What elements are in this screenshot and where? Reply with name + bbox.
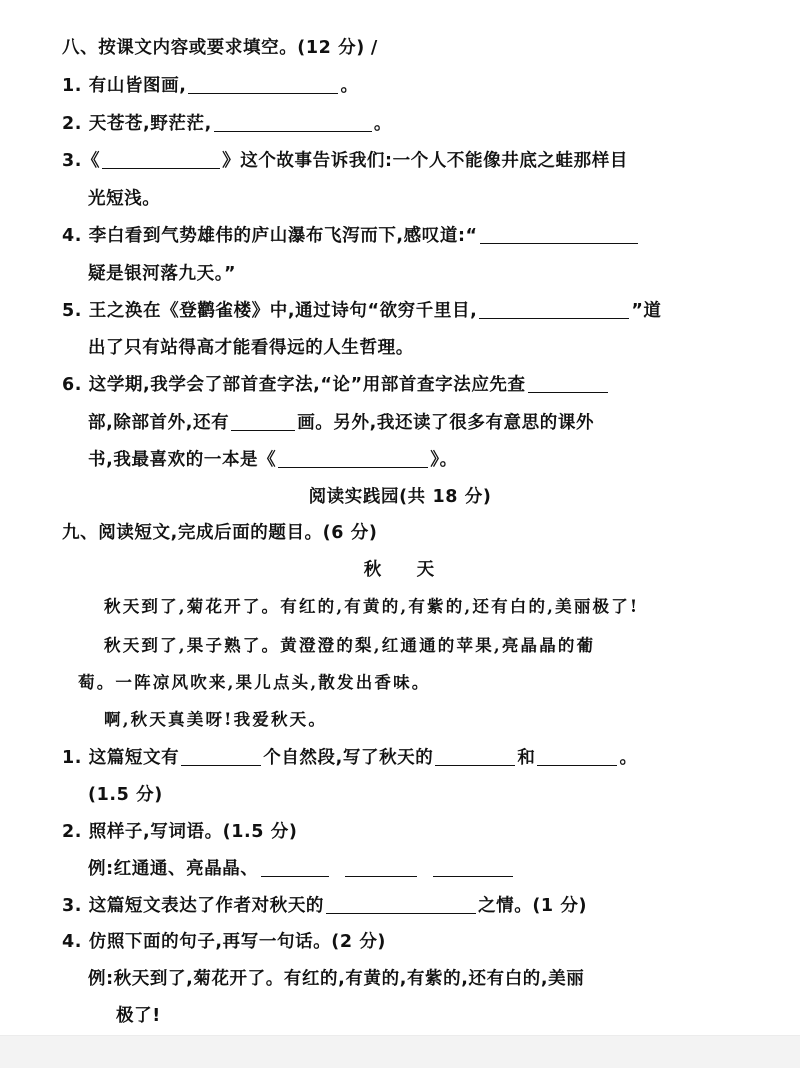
story-paragraph-2 [104, 632, 595, 656]
s9-q1-text-d: 。 [619, 748, 638, 768]
s8-q1-text: 1. 有山皆图画, [62, 76, 187, 96]
s8-q6-text-e: 》。 [430, 450, 458, 470]
s9-q3-text-b: 之情。(1 分) [478, 896, 588, 916]
s9-q1-second-blank[interactable] [537, 748, 617, 766]
s8-q5-answer-blank[interactable] [479, 301, 629, 319]
s8-q2-text: 2. 天苍苍,野茫茫, [62, 114, 212, 134]
s8-question-3 [62, 147, 628, 172]
s8-q3-text-c: 光短浅。 [88, 189, 161, 209]
story-p1-text: 秋天到了,菊花开了。有红的,有黄的,有紫的,还有白的,美丽极了! [104, 597, 640, 616]
s9-question-3 [62, 892, 587, 917]
s8-q6-text-a: 6. 这学期,我学会了部首查字法,“论”用部首查字法应先查 [62, 375, 526, 395]
s9-question-4-example-cont [116, 1002, 161, 1027]
s8-q3-text-a: 3.《 [62, 151, 101, 171]
section-9-heading-text: 九、阅读短文,完成后面的题目。(6 分) [62, 523, 378, 543]
s8-q6-book-blank[interactable] [278, 450, 428, 468]
s8-q6-radical-blank[interactable] [528, 375, 608, 393]
s9-q4-text: 4. 仿照下面的句子,再写一句话。(2 分) [62, 932, 387, 952]
s9-q4-example-text-a: 例:秋天到了,菊花开了。有红的,有黄的,有紫的,还有白的,美丽 [88, 969, 585, 989]
s9-question-4 [62, 928, 386, 953]
section-8-heading-text: 八、按课文内容或要求填空。(12 分) [62, 38, 365, 58]
s8-q6-strokes-blank[interactable] [231, 413, 295, 431]
s8-q4-text-b: 疑是银河落九天。” [88, 264, 237, 284]
s9-q2-example-text: 例:红通通、亮晶晶、 [88, 859, 259, 879]
story-paragraph-3 [104, 706, 327, 730]
heading-mark: / [370, 38, 378, 58]
story-p2-text-a: 秋天到了,果子熟了。黄澄澄的梨,红通通的苹果,亮晶晶的葡 [104, 636, 596, 655]
s9-q1-text-a: 1. 这篇短文有 [62, 748, 180, 768]
s9-q3-text-a: 3. 这篇短文表达了作者对秋天的 [62, 896, 325, 916]
s8-q5-text-c: 出了只有站得高才能看得远的人生哲理。 [88, 338, 414, 358]
s8-q4-answer-blank[interactable] [480, 226, 638, 244]
s8-q5-text-b: ”道 [631, 301, 662, 321]
s9-q4-example-text-b: 极了! [116, 1006, 161, 1026]
s8-q3-text-b: 》这个故事告诉我们:一个人不能像井底之蛙那样目 [222, 151, 628, 171]
s9-question-2 [62, 818, 297, 843]
s8-q2-answer-blank[interactable] [214, 114, 372, 132]
s8-q2-end: 。 [373, 114, 392, 134]
story-paragraph-2-cont [78, 669, 431, 693]
story-paragraph-1 [104, 593, 639, 617]
s9-q3-answer-blank[interactable] [326, 896, 476, 914]
story-title [0, 556, 800, 581]
s8-q6-text-d: 书,我最喜欢的一本是《 [88, 450, 277, 470]
s8-question-3-cont [88, 185, 160, 210]
s9-q1-count-blank[interactable] [181, 748, 261, 766]
story-title-text: 秋 天 [363, 560, 437, 580]
s8-q1-end: 。 [340, 76, 359, 96]
page-bottom-margin [0, 1035, 800, 1068]
s8-q6-text-c: 画。另外,我还读了很多有意思的课外 [297, 413, 595, 433]
s8-question-1 [62, 72, 359, 97]
s8-question-6-cont-1 [88, 409, 594, 434]
section-9-heading [62, 519, 377, 544]
section-8-heading [62, 34, 378, 59]
s8-q3-answer-blank[interactable] [102, 151, 220, 169]
s9-q1-score-text: (1.5 分) [88, 785, 163, 805]
s9-q1-first-blank[interactable] [435, 748, 515, 766]
s9-question-4-example [88, 965, 584, 990]
s8-question-6-cont-2 [88, 446, 458, 471]
story-p3-text: 啊,秋天真美呀!我爱秋天。 [104, 710, 328, 729]
s9-question-1-score [88, 781, 163, 806]
s9-q2-text: 2. 照样子,写词语。(1.5 分) [62, 822, 298, 842]
s8-q4-text-a: 4. 李白看到气势雄伟的庐山瀑布飞泻而下,感叹道:“ [62, 226, 478, 246]
s9-q1-text-b: 个自然段,写了秋天的 [263, 748, 434, 768]
reading-title-text: 阅读实践园(共 18 分) [308, 487, 492, 507]
s8-question-6 [62, 371, 610, 396]
reading-section-title [0, 483, 800, 508]
story-p2-text-b: 萄。一阵凉风吹来,果儿点头,散发出香味。 [78, 673, 431, 692]
s9-question-1 [62, 744, 638, 769]
s9-q1-text-c: 和 [517, 748, 536, 768]
s9-question-2-example [88, 855, 515, 880]
s8-question-5 [62, 297, 662, 322]
s9-q2-blank-3[interactable] [433, 859, 513, 877]
s8-question-4 [62, 222, 640, 247]
s8-q6-text-b: 部,除部首外,还有 [88, 413, 230, 433]
s9-q2-blank-2[interactable] [345, 859, 417, 877]
s8-q5-text-a: 5. 王之涣在《登鹳雀楼》中,通过诗句“欲穷千里目, [62, 301, 478, 321]
s9-q2-blank-1[interactable] [261, 859, 329, 877]
s8-question-2 [62, 110, 392, 135]
s8-question-4-cont [88, 260, 236, 285]
s8-q1-answer-blank[interactable] [188, 76, 338, 94]
s8-question-5-cont [88, 334, 414, 359]
